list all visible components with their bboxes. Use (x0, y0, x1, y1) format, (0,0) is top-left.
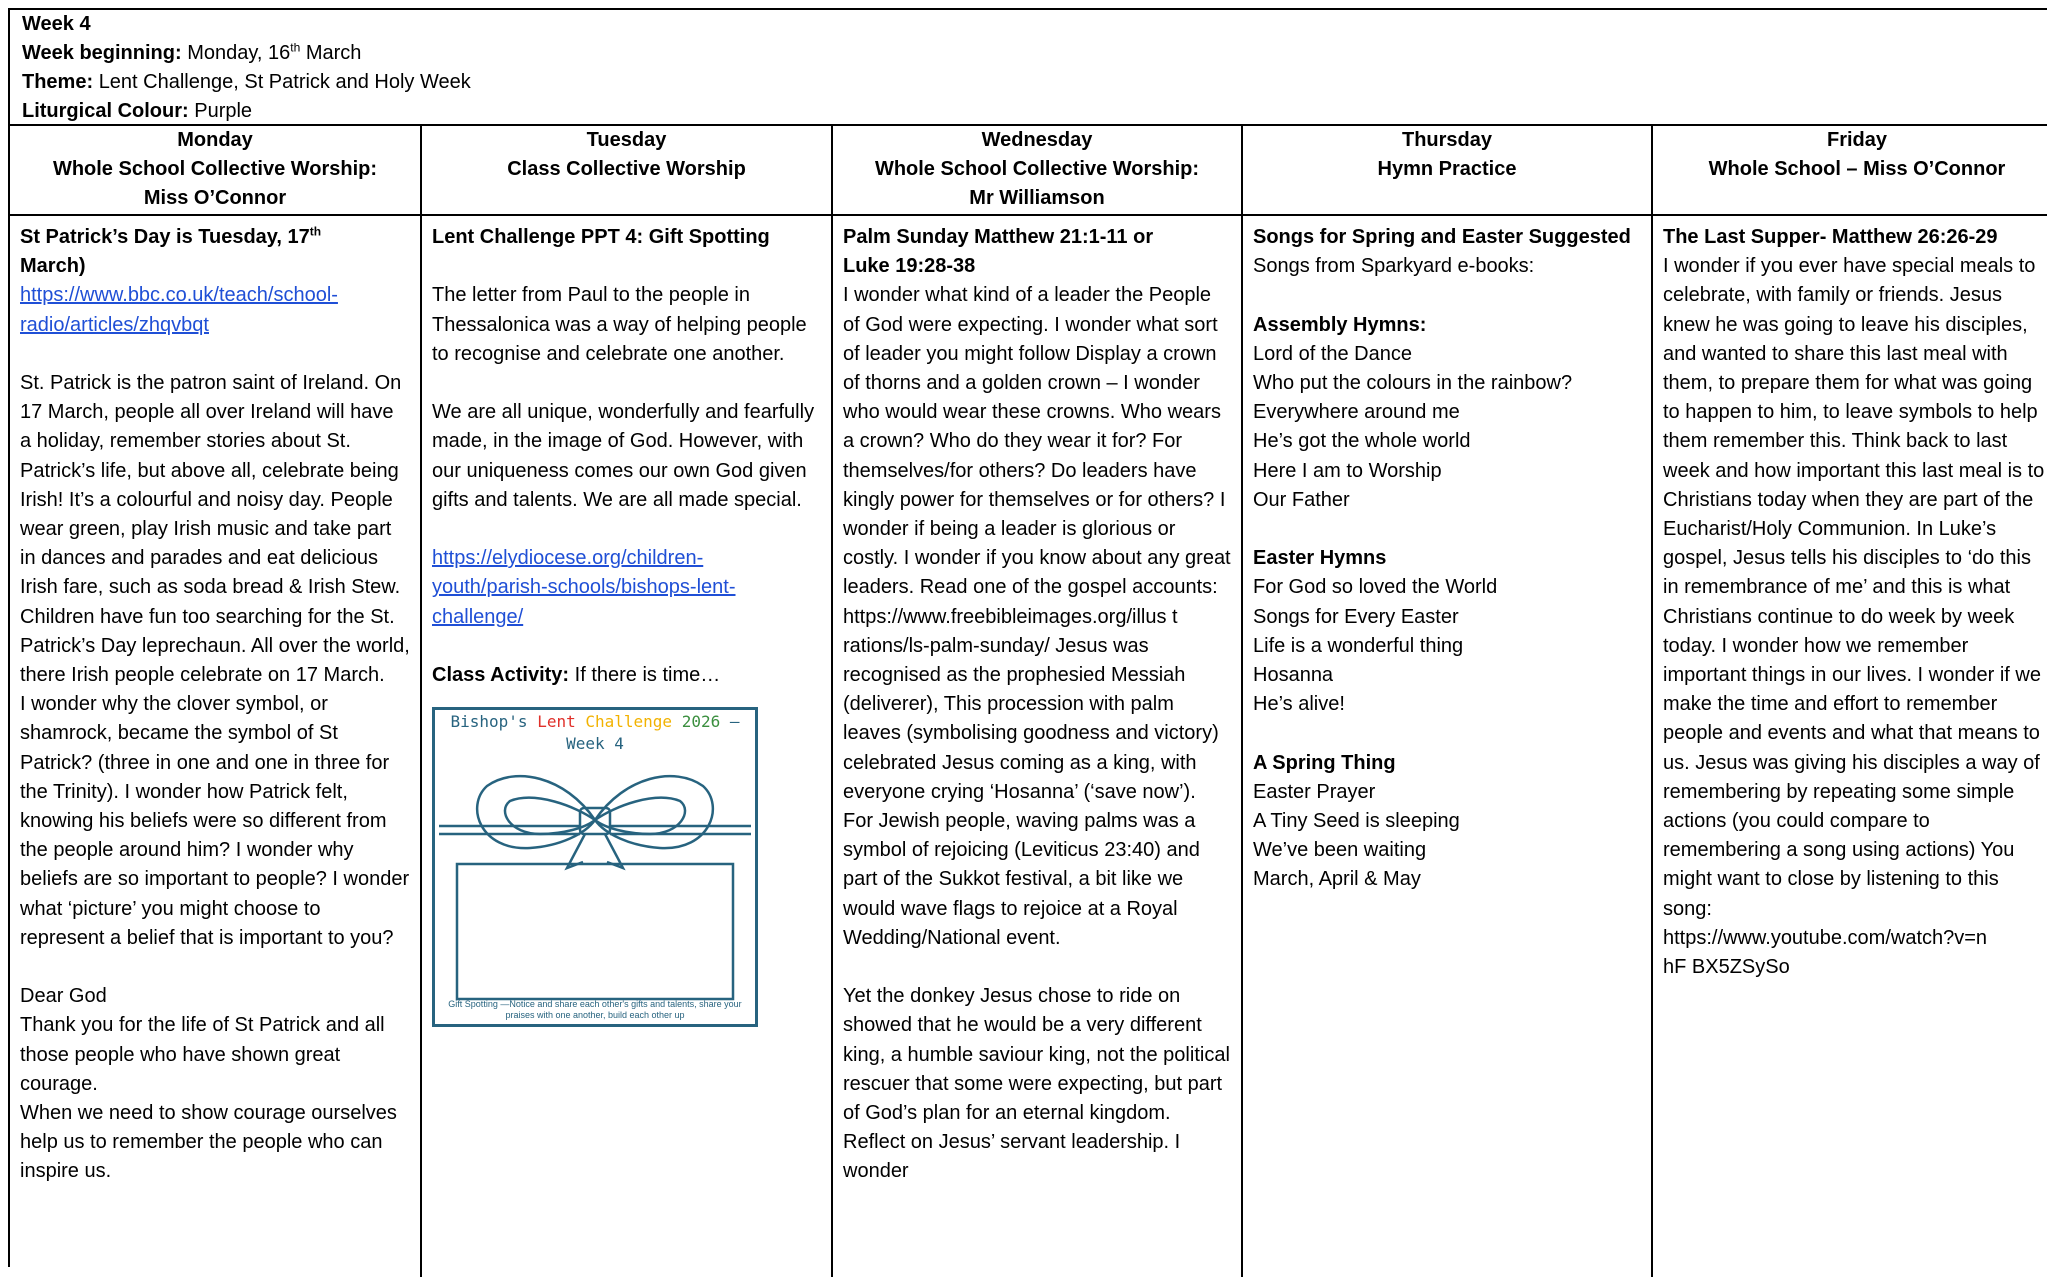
thursday-content (1253, 223, 1641, 895)
hymn-item: Who put the colours in the rainbow? (1253, 372, 1573, 394)
prayer-line: When we need to show courage ourselves help us to remember the people who can inspire us. (20, 1102, 397, 1183)
ely-diocese-link[interactable]: https://elydiocese.org/children- youth/parish-schools/bishops-lent- challenge/ (432, 547, 736, 628)
wednesday-title: Palm Sunday Matthew 21:1-11 or Luke 19:28-38 (843, 226, 1154, 278)
hymn-item: Our Father (1253, 488, 1350, 511)
friday-title: The Last Supper- Matthew 26:26-29 (1663, 226, 1998, 248)
monday-column (10, 126, 422, 1277)
hymn-item: For God so loved the World (1253, 576, 1498, 599)
wednesday-paragraph: I wonder what kind of a leader the People of God were expecting. I wonder what sort of leader you might follow Display a crown of thorns and a golden crown – I wonder who would wear these crowns. Who wears a crown? Who do they wear it for? For themselves/for others? Do leaders have kingly power for themselves or for others? I wonder if being a leader is glorious or costly. I wonder if you know about any great leaders. Read one of the gospel accounts: https://www.freebibleimages.org/illus t rations/ls-palm-sunday/ Jesus was recognised as the prophesied Messiah (deliverer), This procession with palm leaves (symbolising goodness and victory) celebrated Jesus coming as a king, with everyone crying ‘Hosanna’ (‘save now’). For Jewish people, waving palms was a symbol of rejoicing (Leviticus 23:40) and part of the Sukkot festival, a bit like we would wave flags to rejoice at a Royal Wedding/National event. (843, 284, 1231, 949)
tuesday-column (422, 126, 833, 1277)
monday-paragraph: I wonder why the clover symbol, or shamrock, became the symbol of St Patrick? (three in one and one in three for the Trinity). I wonder how Patrick felt, knowing his beliefs were so different from the people around him? I wonder why beliefs are so important to people? I wonder what ‘picture’ you might choose to represent a belief that is important to you? (20, 693, 410, 949)
friday-paragraph: I wonder if you ever have special meals to celebrate, with family or friends. Jesus knew he was going to leave his disciples, and wanted to share this last meal with them, to prepare them for what was going to happen to him, to leave symbols to help them remember this. Think back to last week and how important this last meal is to Christians today when they are part of the Eucharist/Holy Communion. In Luke’s gospel, Jesus tells his disciples to ‘do this in remembrance of me’ and this is what Christians continue to do week by week today. I wonder how we remember important things in our lives. I wonder if we make the time and effort to remember people and events and what that means to us. Jesus was giving his disciples a way of remembering by repeating some simple actions (you could compare to remembering a song using actions) You might want to close by listening to this song: (1663, 255, 2045, 920)
thursday-subtitle: Songs from Sparkyard e-books: (1253, 255, 1535, 278)
class-activity: Class Activity: If there is time… (432, 663, 721, 686)
prayer-line: Dear God (20, 985, 107, 1008)
card-week: Week 4 (566, 734, 624, 754)
gift-box-icon (435, 756, 755, 1006)
liturgical-colour: Liturgical Colour: Purple (22, 100, 253, 122)
wednesday-column (833, 126, 1243, 1277)
week-table (8, 124, 2047, 1267)
hymn-item: March, April & May (1253, 868, 1421, 891)
thursday-header: Thursday Hymn Practice (1243, 126, 1651, 216)
card-footer: Gift Spotting —Notice and share each other's gifts and talents, share your praises with one another, build each other up (448, 999, 742, 1021)
worship-plan-page (8, 8, 2047, 1267)
hymn-item: Life is a wonderful thing (1253, 634, 1464, 657)
hymn-item: He’s alive! (1253, 693, 1345, 716)
tuesday-header: Tuesday Class Collective Worship (422, 126, 831, 216)
friday-content (1663, 223, 2047, 982)
card-title: Bishop's Lent Challenge 2026 – (450, 712, 740, 732)
theme: Theme: Lent Challenge, St Patrick and Holy Week (22, 71, 471, 93)
wednesday-header: Wednesday Whole School Collective Worship: Mr Williamson (833, 126, 1241, 216)
spring-thing-heading: A Spring Thing (1253, 751, 1396, 774)
youtube-url: https://www.youtube.com/watch?v=n hF BX5ZSySo (1663, 926, 1988, 979)
plan-header (8, 8, 2047, 124)
hymn-item: Hosanna (1253, 664, 1334, 687)
monday-content (20, 223, 410, 1187)
easter-hymns-heading: Easter Hymns (1253, 547, 1387, 570)
monday-title: St Patrick’s Day is Tuesday, 17th March) (20, 224, 322, 278)
assembly-hymns-heading: Assembly Hymns: (1253, 313, 1427, 336)
friday-header: Friday Whole School – Miss O’Connor (1653, 126, 2047, 216)
hymn-item: Songs for Every Easter (1253, 605, 1459, 628)
hymn-item: Everywhere around me (1253, 401, 1460, 424)
tuesday-paragraph: The letter from Paul to the people in Thessalonica was a way of helping people to recognise and celebrate one another. (432, 284, 807, 365)
thursday-column (1243, 126, 1653, 1277)
thursday-title: Songs for Spring and Easter Suggested (1253, 226, 1631, 248)
hymn-item: Here I am to Worship (1253, 459, 1442, 482)
monday-paragraph: St. Patrick is the patron saint of Ireland. On 17 March, people all over Ireland will have a holiday, remember stories about St. Patrick’s life, but above all, celebrate being Irish! It’s a colourful and noisy day. People wear green, play Irish music and take part in dances and parades and eat delicious Irish fare, such as soda bread & Irish Stew. Children have fun too searching for the St. Patrick’s Day leprechaun. All over the world, there Irish people celebrate on 17 March. (20, 372, 410, 687)
prayer-line: Thank you for the life of St Patrick and all those people who have shown great courage. (20, 1014, 385, 1095)
wednesday-content (843, 223, 1231, 1187)
friday-column (1653, 126, 2047, 1277)
tuesday-content (432, 223, 821, 1027)
hymn-item: Easter Prayer (1253, 780, 1376, 803)
bbc-link[interactable]: https://www.bbc.co.uk/teach/school- radio/articles/zhqvbqt (20, 284, 338, 336)
tuesday-title: Lent Challenge PPT 4: Gift Spotting (432, 226, 770, 248)
week-beginning: Week beginning: Monday, 16th March (22, 40, 362, 64)
hymn-item: Lord of the Dance (1253, 342, 1412, 365)
monday-header: Monday Whole School Collective Worship: Miss O’Connor (10, 126, 420, 216)
lent-challenge-card-image (432, 707, 758, 1027)
tuesday-paragraph: We are all unique, wonderfully and fearfully made, in the image of God. However, with our uniqueness comes our own God given gifts and talents. We are all made special. (432, 401, 815, 511)
week-title: Week 4 (22, 13, 91, 35)
hymn-item: We’ve been waiting (1253, 839, 1427, 862)
hymn-item: A Tiny Seed is sleeping (1253, 810, 1460, 833)
wednesday-paragraph: Yet the donkey Jesus chose to ride on showed that he would be a very different king, a humble saviour king, not the political rescuer that some were expecting, but part of God’s plan for an eternal kingdom. Reflect on Jesus’ servant leadership. I wonder (843, 985, 1230, 1183)
hymn-item: He’s got the whole world (1253, 430, 1471, 453)
